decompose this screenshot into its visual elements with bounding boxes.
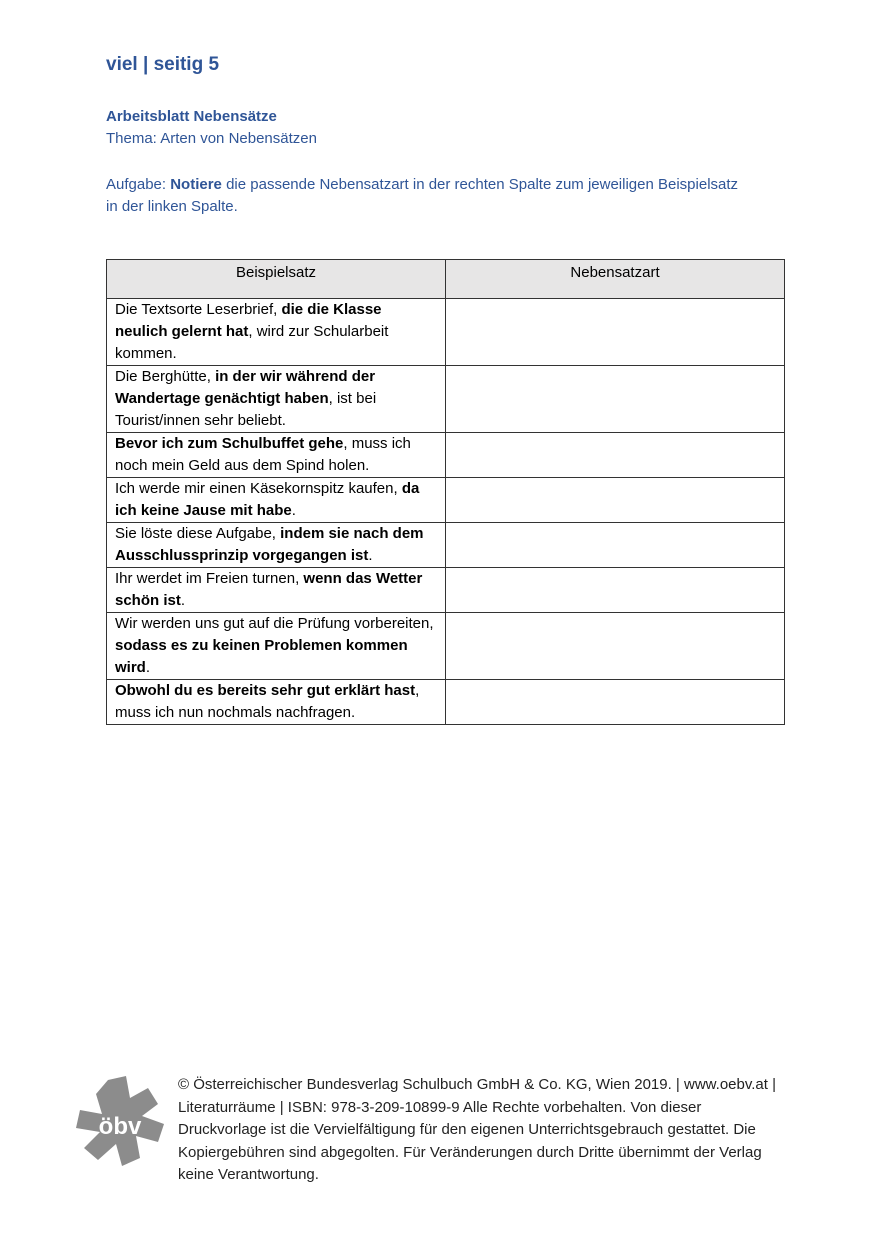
table-header-row [107,260,785,299]
worksheet-topic: Thema: Arten von Nebensätzen [106,130,317,147]
subordinate-clause: da ich keine Jause mit habe [115,480,420,519]
sentence-part: . [145,659,151,676]
sentence-part: , muss ich noch mein Geld aus dem Spind holen. [115,435,411,474]
oebv-logo [74,1076,166,1172]
table-row [107,523,785,568]
worksheet-title: Arbeitsblatt Nebensätze [106,108,277,125]
sentence-part: Wir werden uns gut auf die Prüfung vorbereiten, [115,615,434,632]
subordinate-clause: Obwohl du es bereits sehr gut erklärt hast [115,682,416,699]
page-header-title: viel | seitig 5 [106,54,220,75]
task-instruction [106,174,746,218]
example-sentence [107,568,446,613]
table-row [107,478,785,523]
subordinate-clause: indem sie nach dem Ausschlussprinzip vorgegangen ist [115,525,424,564]
answer-cell[interactable] [446,299,785,366]
sentence-part: Sie löste diese Aufgabe, [115,525,281,542]
logo-text: öbv [98,1113,142,1140]
example-sentence [107,523,446,568]
answer-cell[interactable] [446,366,785,433]
answer-cell[interactable] [446,613,785,680]
sentence-part: , ist bei Tourist/innen sehr beliebt. [115,390,377,429]
exercise-table [106,259,785,725]
subordinate-clause: die die Klasse neulich gelernt hat [115,301,382,340]
answer-cell[interactable] [446,523,785,568]
sentence-part: Die Berghütte, [115,368,216,385]
sentence-part: . [291,502,296,519]
task-prefix: Aufgabe: [106,176,171,193]
example-sentence [107,680,446,725]
copyright-notice: © Österreichischer Bundesverlag Schulbuch GmbH & Co. KG, Wien 2019. | www.oebv.at | Literaturräume | ISBN: 978-3-209-10899-9 Alle Rechte vorbehalten. Von dieser Druckvorlage ist die Vervielfältigung für den eigenen Unterrichtsgebrauch gestattet. Die Kopiergebühren sind abgegolten. Für Veränderungen durch Dritte übernimmt der Verlag keine Verantwortung. [178,1076,776,1183]
example-sentence [107,366,446,433]
sentence-part: Ich werde mir einen Käsekornspitz kaufen, [115,480,402,497]
table-row [107,613,785,680]
sentence-part: . [180,592,186,609]
example-sentence [107,478,446,523]
example-sentence [107,613,446,680]
example-sentence [107,299,446,366]
answer-cell[interactable] [446,433,785,478]
table-row [107,366,785,433]
sentence-part: , muss ich nun nochmals nachfragen. [115,682,420,721]
oebv-star-icon [74,1076,166,1172]
table-row [107,568,785,613]
sentence-part: . [368,547,373,564]
table-row [107,433,785,478]
subordinate-clause: sodass es zu keinen Problemen kommen wird [115,637,408,676]
answer-cell[interactable] [446,680,785,725]
column-header-example: Beispielsatz [107,260,446,299]
table-row [107,299,785,366]
example-sentence [107,433,446,478]
subordinate-clause: in der wir während der Wandertage genächtigt haben [115,368,376,407]
subordinate-clause: Bevor ich zum Schulbuffet gehe [115,435,344,452]
column-header-clause-type: Nebensatzart [446,260,785,299]
subordinate-clause: wenn das Wetter schön ist [115,570,423,609]
answer-cell[interactable] [446,478,785,523]
sentence-part: Die Textsorte Leserbrief, [115,301,282,318]
sentence-part: Ihr werdet im Freien turnen, [115,570,304,587]
task-verb: Notiere [170,176,222,193]
sentence-part: , wird zur Schularbeit kommen. [115,323,389,362]
task-text: die passende Nebensatzart in der rechten Spalte zum jeweiligen Beispielsatz in der linken Spalte. [106,176,739,215]
table-row [107,680,785,725]
answer-cell[interactable] [446,568,785,613]
